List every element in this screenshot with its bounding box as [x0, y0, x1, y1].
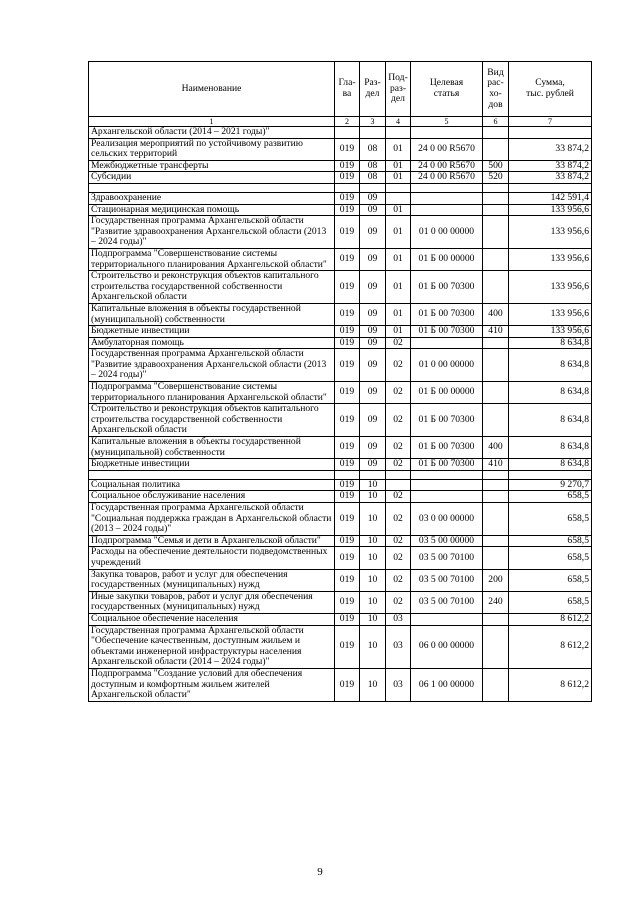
row-target-item: 24 0 00 R5670 — [411, 138, 483, 160]
row-amount: 8 634,8 — [509, 349, 592, 382]
row-expense-kind — [483, 625, 509, 668]
row-chapter: 019 — [335, 192, 360, 204]
row-name: Бюджетные инвестиции — [89, 459, 335, 471]
row-section: 10 — [360, 491, 386, 503]
row-subsection: 03 — [386, 625, 411, 668]
row-section: 09 — [360, 459, 386, 471]
row-expense-kind — [483, 535, 509, 547]
row-target-item: 03 5 00 00000 — [411, 535, 483, 547]
row-chapter: 019 — [335, 382, 360, 404]
table-row — [89, 303, 592, 325]
empty-cell — [483, 183, 509, 192]
table-body — [89, 127, 592, 702]
header-section: Раз- дел — [360, 62, 386, 117]
row-target-item — [411, 613, 483, 625]
header-expense-kind: Вид рас- хо- дов — [483, 62, 509, 117]
row-chapter: 019 — [335, 569, 360, 591]
row-chapter: 019 — [335, 668, 360, 701]
table-row — [89, 479, 592, 491]
row-name: Расходы на обеспечение деятельности подведомственных учреждений — [89, 547, 335, 569]
row-subsection: 02 — [386, 503, 411, 536]
table-row — [89, 404, 592, 437]
row-amount: 142 591,4 — [509, 192, 592, 204]
spacer-row — [89, 470, 592, 479]
row-subsection: 01 — [386, 271, 411, 304]
column-number: 2 — [335, 117, 360, 127]
empty-cell — [386, 470, 411, 479]
row-expense-kind — [483, 271, 509, 304]
table-row — [89, 326, 592, 338]
row-subsection: 01 — [386, 172, 411, 184]
row-expense-kind — [483, 216, 509, 249]
row-section: 10 — [360, 547, 386, 569]
row-expense-kind — [483, 479, 509, 491]
row-name: Здравоохранение — [89, 192, 335, 204]
row-chapter: 019 — [335, 172, 360, 184]
row-expense-kind: 400 — [483, 303, 509, 325]
row-subsection: 03 — [386, 613, 411, 625]
row-chapter: 019 — [335, 204, 360, 216]
row-name: Капитальные вложения в объекты государственной (муниципальной) собственности — [89, 303, 335, 325]
row-target-item — [411, 192, 483, 204]
row-section: 09 — [360, 303, 386, 325]
row-section: 10 — [360, 668, 386, 701]
row-amount: 133 956,6 — [509, 216, 592, 249]
row-target-item: 01 Б 00 70300 — [411, 326, 483, 338]
row-expense-kind — [483, 349, 509, 382]
row-chapter: 019 — [335, 613, 360, 625]
row-name: Строительство и реконструкция объектов капитального строительства государственной собственности Архангельской области — [89, 271, 335, 304]
row-subsection: 01 — [386, 326, 411, 338]
row-subsection — [386, 192, 411, 204]
row-amount: 8 612,2 — [509, 668, 592, 701]
row-target-item: 03 5 00 70100 — [411, 569, 483, 591]
page-number: 9 — [317, 866, 323, 878]
row-section: 08 — [360, 138, 386, 160]
row-section: 08 — [360, 172, 386, 184]
row-target-item: 01 Б 00 70300 — [411, 303, 483, 325]
row-expense-kind — [483, 337, 509, 349]
row-name: Реализация мероприятий по устойчивому развитию сельских территорий — [89, 138, 335, 160]
row-target-item: 06 0 00 00000 — [411, 625, 483, 668]
table-row — [89, 613, 592, 625]
row-name: Государственная программа Архангельской области "Социальная поддержка граждан в Архангельской области (2013 – 2024 годы)" — [89, 503, 335, 536]
row-expense-kind — [483, 192, 509, 204]
row-amount: 658,5 — [509, 547, 592, 569]
row-chapter: 019 — [335, 437, 360, 459]
table-row — [89, 160, 592, 172]
row-subsection — [386, 127, 411, 139]
empty-cell — [360, 470, 386, 479]
row-subsection: 01 — [386, 138, 411, 160]
empty-cell — [509, 470, 592, 479]
row-name: Архангельской области (2014 – 2021 годы)" — [89, 127, 335, 139]
row-target-item: 01 Б 00 70300 — [411, 459, 483, 471]
row-name: Социальная политика — [89, 479, 335, 491]
row-chapter: 019 — [335, 349, 360, 382]
row-target-item: 03 0 00 00000 — [411, 503, 483, 536]
row-name: Субсидии — [89, 172, 335, 184]
row-subsection: 02 — [386, 459, 411, 471]
row-target-item — [411, 337, 483, 349]
row-section: 09 — [360, 382, 386, 404]
row-amount — [509, 127, 592, 139]
row-amount: 33 874,2 — [509, 138, 592, 160]
row-amount: 8 634,8 — [509, 404, 592, 437]
row-subsection: 02 — [386, 437, 411, 459]
row-expense-kind — [483, 204, 509, 216]
header-target-item: Целевая статья — [411, 62, 483, 117]
column-number: 7 — [509, 117, 592, 127]
column-number: 5 — [411, 117, 483, 127]
row-section: 09 — [360, 349, 386, 382]
row-subsection: 02 — [386, 569, 411, 591]
row-section: 09 — [360, 216, 386, 249]
row-section: 08 — [360, 160, 386, 172]
row-section: 10 — [360, 503, 386, 536]
row-name: Подпрограмма "Создание условий для обеспечения доступным и комфортным жильем жителей Архангельской области" — [89, 668, 335, 701]
row-subsection: 02 — [386, 382, 411, 404]
table-row — [89, 349, 592, 382]
header-amount: Сумма, тыс. рублей — [509, 62, 592, 117]
row-amount: 8 634,8 — [509, 337, 592, 349]
empty-cell — [411, 183, 483, 192]
row-subsection: 01 — [386, 216, 411, 249]
row-section: 10 — [360, 569, 386, 591]
column-number: 6 — [483, 117, 509, 127]
row-subsection: 02 — [386, 349, 411, 382]
table-row — [89, 547, 592, 569]
row-amount: 133 956,6 — [509, 204, 592, 216]
row-amount: 8 612,2 — [509, 625, 592, 668]
row-section: 10 — [360, 535, 386, 547]
column-number: 1 — [89, 117, 335, 127]
row-amount: 133 956,6 — [509, 303, 592, 325]
row-amount: 658,5 — [509, 591, 592, 613]
row-amount: 658,5 — [509, 491, 592, 503]
row-amount: 133 956,6 — [509, 326, 592, 338]
budget-table — [88, 61, 592, 702]
table-row — [89, 204, 592, 216]
row-section: 09 — [360, 248, 386, 270]
row-name: Социальное обеспечение населения — [89, 613, 335, 625]
row-section: 09 — [360, 192, 386, 204]
row-chapter: 019 — [335, 326, 360, 338]
row-subsection: 02 — [386, 337, 411, 349]
row-subsection: 03 — [386, 668, 411, 701]
row-subsection: 01 — [386, 303, 411, 325]
row-section — [360, 127, 386, 139]
empty-cell — [386, 183, 411, 192]
empty-cell — [483, 470, 509, 479]
row-expense-kind — [483, 503, 509, 536]
row-amount: 658,5 — [509, 535, 592, 547]
row-expense-kind — [483, 668, 509, 701]
table-row — [89, 503, 592, 536]
row-name: Государственная программа Архангельской области "Развитие здравоохранения Архангельской области (2013 – 2024 годы)" — [89, 349, 335, 382]
row-section: 09 — [360, 437, 386, 459]
table-header-row — [89, 62, 592, 117]
row-expense-kind: 410 — [483, 459, 509, 471]
row-chapter: 019 — [335, 337, 360, 349]
row-amount: 8 634,8 — [509, 459, 592, 471]
row-target-item: 01 0 00 00000 — [411, 216, 483, 249]
table-row — [89, 569, 592, 591]
row-target-item: 03 5 00 70100 — [411, 547, 483, 569]
row-amount: 8 634,8 — [509, 382, 592, 404]
table-row — [89, 138, 592, 160]
row-chapter: 019 — [335, 271, 360, 304]
row-name: Амбулаторная помощь — [89, 337, 335, 349]
row-amount: 133 956,6 — [509, 271, 592, 304]
row-chapter: 019 — [335, 303, 360, 325]
table-row — [89, 491, 592, 503]
row-section: 10 — [360, 613, 386, 625]
row-name: Бюджетные инвестиции — [89, 326, 335, 338]
row-name: Государственная программа Архангельской области "Обеспечение качественным, доступным жильем и объектами инженерной инфраструктуры населения Архангельской области (2014 – 2024 годы)" — [89, 625, 335, 668]
row-section: 09 — [360, 337, 386, 349]
row-chapter: 019 — [335, 479, 360, 491]
empty-cell — [89, 470, 335, 479]
row-subsection: 01 — [386, 248, 411, 270]
row-chapter: 019 — [335, 248, 360, 270]
row-section: 09 — [360, 271, 386, 304]
row-amount: 8 612,2 — [509, 613, 592, 625]
row-target-item — [411, 127, 483, 139]
table-row — [89, 591, 592, 613]
row-amount: 658,5 — [509, 503, 592, 536]
row-name: Стационарная медицинская помощь — [89, 204, 335, 216]
row-target-item: 01 Б 00 70300 — [411, 437, 483, 459]
row-name: Строительство и реконструкция объектов капитального строительства государственной собственности Архангельской области — [89, 404, 335, 437]
table-row — [89, 437, 592, 459]
table-row — [89, 127, 592, 139]
row-subsection: 01 — [386, 160, 411, 172]
table-row — [89, 535, 592, 547]
row-expense-kind — [483, 613, 509, 625]
row-chapter: 019 — [335, 625, 360, 668]
table-row — [89, 192, 592, 204]
row-chapter — [335, 127, 360, 139]
row-expense-kind — [483, 382, 509, 404]
row-target-item: 03 5 00 70100 — [411, 591, 483, 613]
row-target-item: 01 Б 00 70300 — [411, 404, 483, 437]
table-row — [89, 271, 592, 304]
row-target-item: 01 Б 00 00000 — [411, 382, 483, 404]
row-chapter: 019 — [335, 216, 360, 249]
row-name: Иные закупки товаров, работ и услуг для обеспечения государственных (муниципальных) нужд — [89, 591, 335, 613]
row-chapter: 019 — [335, 535, 360, 547]
row-expense-kind: 400 — [483, 437, 509, 459]
row-subsection: 02 — [386, 535, 411, 547]
row-expense-kind — [483, 547, 509, 569]
row-chapter: 019 — [335, 160, 360, 172]
row-section: 09 — [360, 204, 386, 216]
row-name: Закупка товаров, работ и услуг для обеспечения государственных (муниципальных) нужд — [89, 569, 335, 591]
row-amount: 8 634,8 — [509, 437, 592, 459]
row-subsection: 02 — [386, 404, 411, 437]
column-number: 3 — [360, 117, 386, 127]
row-expense-kind: 200 — [483, 569, 509, 591]
empty-cell — [411, 470, 483, 479]
column-number-row — [89, 117, 592, 127]
row-name: Подпрограмма "Совершенствование системы территориального планирования Архангельской области" — [89, 382, 335, 404]
row-chapter: 019 — [335, 138, 360, 160]
row-target-item: 24 0 00 R5670 — [411, 160, 483, 172]
row-subsection: 02 — [386, 547, 411, 569]
row-target-item: 06 1 00 00000 — [411, 668, 483, 701]
row-target-item — [411, 204, 483, 216]
table-row — [89, 337, 592, 349]
row-amount: 33 874,2 — [509, 172, 592, 184]
row-name: Межбюджетные трансферты — [89, 160, 335, 172]
row-subsection — [386, 479, 411, 491]
header-name: Наименование — [89, 62, 335, 117]
row-section: 10 — [360, 591, 386, 613]
row-target-item: 24 0 00 R5670 — [411, 172, 483, 184]
row-subsection: 01 — [386, 204, 411, 216]
row-amount: 33 874,2 — [509, 160, 592, 172]
row-chapter: 019 — [335, 591, 360, 613]
row-chapter: 019 — [335, 503, 360, 536]
row-expense-kind — [483, 248, 509, 270]
table-row — [89, 216, 592, 249]
table-row — [89, 172, 592, 184]
row-target-item — [411, 479, 483, 491]
column-number: 4 — [386, 117, 411, 127]
row-expense-kind — [483, 138, 509, 160]
table-row — [89, 668, 592, 701]
row-amount: 133 956,6 — [509, 248, 592, 270]
row-section: 09 — [360, 326, 386, 338]
row-chapter: 019 — [335, 459, 360, 471]
row-expense-kind: 240 — [483, 591, 509, 613]
empty-cell — [335, 470, 360, 479]
row-amount: 658,5 — [509, 569, 592, 591]
row-chapter: 019 — [335, 547, 360, 569]
table-row — [89, 625, 592, 668]
row-name: Капитальные вложения в объекты государственной (муниципальной) собственности — [89, 437, 335, 459]
row-section: 09 — [360, 404, 386, 437]
row-name: Социальное обслуживание населения — [89, 491, 335, 503]
table-row — [89, 459, 592, 471]
row-name: Подпрограмма "Семья и дети в Архангельской области" — [89, 535, 335, 547]
row-expense-kind — [483, 404, 509, 437]
row-expense-kind: 520 — [483, 172, 509, 184]
row-amount: 9 270,7 — [509, 479, 592, 491]
header-subsection: Под- раз- дел — [386, 62, 411, 117]
row-chapter: 019 — [335, 404, 360, 437]
row-name: Государственная программа Архангельской области "Развитие здравоохранения Архангельской области (2013 – 2024 годы)" — [89, 216, 335, 249]
row-expense-kind — [483, 491, 509, 503]
row-section: 10 — [360, 479, 386, 491]
row-target-item: 01 Б 00 70300 — [411, 271, 483, 304]
row-subsection: 02 — [386, 491, 411, 503]
row-subsection: 02 — [386, 591, 411, 613]
row-section: 10 — [360, 625, 386, 668]
row-chapter: 019 — [335, 491, 360, 503]
row-expense-kind: 500 — [483, 160, 509, 172]
row-target-item — [411, 491, 483, 503]
row-name: Подпрограмма "Совершенствование системы территориального планирования Архангельской области" — [89, 248, 335, 270]
row-expense-kind — [483, 127, 509, 139]
row-target-item: 01 Б 00 00000 — [411, 248, 483, 270]
table-row — [89, 248, 592, 270]
row-target-item: 01 0 00 00000 — [411, 349, 483, 382]
table-row — [89, 382, 592, 404]
row-expense-kind: 410 — [483, 326, 509, 338]
header-chapter: Гла- ва — [335, 62, 360, 117]
